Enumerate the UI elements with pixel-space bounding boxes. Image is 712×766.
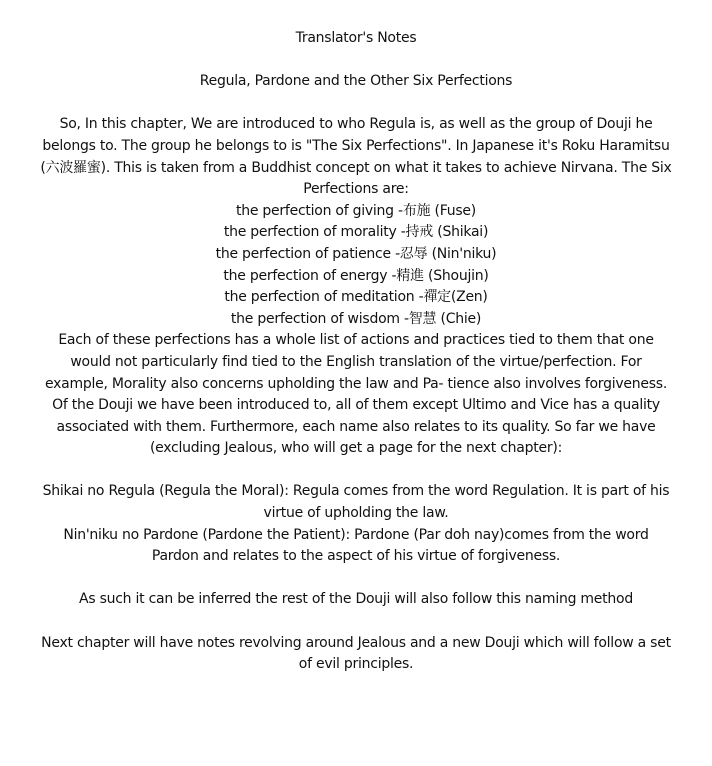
- douji-paragraph: Of the Douji we have been introduced to, all of them except Ultimo and Vice has a quality associated with them. Furthermore, each name also relates to its quality. So far we have (excluding Jealous, who will get a page for the next chapter):: [52, 397, 660, 457]
- perfection-item: the perfection of energy -精進 (Shoujin): [223, 267, 489, 284]
- perfection-item: the perfection of giving -布施 (Fuse): [235, 202, 477, 219]
- regula-note: Shikai no Regula (Regula the Moral): Regula comes from the word Regulation. It is part of his virtue of upholding the law.: [42, 483, 670, 522]
- actions-paragraph: Each of these perfections has a whole list of actions and practices tied to them that one would not particularly find tied to the English translation of the virtue/perfection. For example, Morality also concerns upholding the law and Pa- tience also involves forgiveness.: [44, 332, 668, 392]
- perfection-item: the perfection of wisdom -智慧 (Chie): [230, 310, 482, 327]
- spacer: [40, 568, 672, 590]
- perfection-item: the perfection of morality -持戒 (Shikai): [223, 224, 489, 241]
- spacer: [40, 93, 672, 115]
- pardone-note: Nin'niku no Pardone (Pardone the Patient): Pardone (Par doh nay)comes from the word Pardon and relates to the aspect of his virtue of forgiveness.: [63, 526, 649, 565]
- page-subtitle: Regula, Pardone and the Other Six Perfections: [199, 73, 513, 90]
- next-chapter-note: Next chapter will have notes revolving around Jealous and a new Douji which will follow a set of evil principles.: [41, 634, 671, 673]
- spacer: [40, 460, 672, 482]
- page-title: Translator's Notes: [295, 30, 417, 46]
- perfection-item: the perfection of patience -忍辱 (Nin'niku): [215, 245, 497, 262]
- naming-note: As such it can be inferred the rest of the Douji will also follow this naming method: [79, 591, 633, 608]
- intro-paragraph: So, In this chapter, We are introduced to who Regula is, as well as the group of Douji he belongs to. The group he belongs to is "The Six Perfections". In Japanese it's Roku Haramitsu (六波羅蜜). This is taken from a Buddhist concept on what it takes to achieve Nirvana. The Six Perfections are:: [40, 116, 672, 198]
- spacer: [40, 50, 672, 72]
- perfection-item: the perfection of meditation -禪定(Zen): [224, 289, 488, 306]
- spacer: [40, 611, 672, 633]
